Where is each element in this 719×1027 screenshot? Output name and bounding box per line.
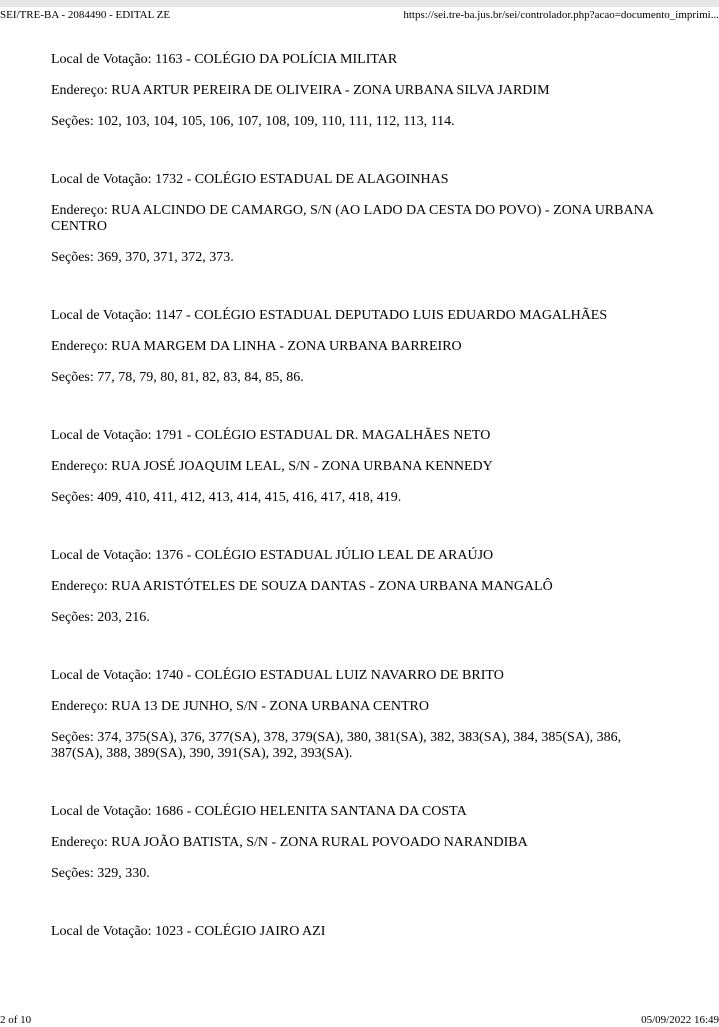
voting-place-entry — [51, 548, 661, 626]
sections-label: Seções: — [51, 250, 98, 265]
local-line — [51, 804, 661, 820]
sections-value: 203, 216. — [97, 610, 150, 625]
sections-value: 409, 410, 411, 412, 413, 414, 415, 416, 417, 418, 419. — [97, 490, 402, 505]
address-line — [51, 699, 661, 715]
sections-label: Seções: — [51, 866, 98, 881]
address-line — [51, 579, 661, 595]
voting-place-entry — [51, 428, 661, 506]
local-line — [51, 668, 661, 684]
voting-place-entry — [51, 668, 661, 762]
sections-label: Seções: — [51, 610, 98, 625]
voting-place-entry — [51, 308, 661, 386]
address-line — [51, 835, 661, 851]
local-label: Local de Votação: — [51, 308, 156, 323]
document-body — [51, 52, 661, 982]
header-url: https://sei.tre-ba.jus.br/sei/controlador.php?acao=documento_imprimi... — [403, 9, 719, 21]
local-label: Local de Votação: — [51, 52, 156, 67]
address-value: RUA ARISTÓTELES DE SOUZA DANTAS - ZONA URBANA MANGALÔ — [111, 579, 553, 594]
local-label: Local de Votação: — [51, 548, 156, 563]
sections-line — [51, 114, 661, 130]
local-line — [51, 52, 661, 68]
sections-label: Seções: — [51, 730, 98, 745]
local-line — [51, 428, 661, 444]
local-value: 1163 - COLÉGIO DA POLÍCIA MILITAR — [155, 52, 398, 67]
address-label: Endereço: — [51, 579, 112, 594]
local-value: 1791 - COLÉGIO ESTADUAL DR. MAGALHÃES NETO — [155, 428, 491, 443]
sections-label: Seções: — [51, 490, 98, 505]
footer-page-number: 2 of 10 — [0, 1014, 32, 1026]
sections-line — [51, 370, 661, 386]
address-line — [51, 459, 661, 475]
local-line — [51, 548, 661, 564]
address-line — [51, 203, 661, 235]
voting-place-entry — [51, 172, 661, 266]
local-value: 1732 - COLÉGIO ESTADUAL DE ALAGOINHAS — [155, 172, 449, 187]
address-label: Endereço: — [51, 83, 112, 98]
local-line — [51, 924, 661, 940]
address-label: Endereço: — [51, 459, 112, 474]
address-line — [51, 83, 661, 99]
sections-line — [51, 490, 661, 506]
local-line — [51, 308, 661, 324]
sections-value: 369, 370, 371, 372, 373. — [97, 250, 234, 265]
sections-value: 102, 103, 104, 105, 106, 107, 108, 109, 110, 111, 112, 113, 114. — [97, 114, 455, 129]
local-label: Local de Votação: — [51, 428, 156, 443]
address-value: RUA 13 DE JUNHO, S/N - ZONA URBANA CENTRO — [111, 699, 429, 714]
voting-place-entry — [51, 52, 661, 130]
sections-line — [51, 866, 661, 882]
sections-label: Seções: — [51, 370, 98, 385]
voting-place-entry — [51, 924, 661, 940]
address-label: Endereço: — [51, 339, 112, 354]
local-value: 1376 - COLÉGIO ESTADUAL JÚLIO LEAL DE ARAÚJO — [155, 548, 494, 563]
local-line — [51, 172, 661, 188]
local-label: Local de Votação: — [51, 804, 156, 819]
sections-label: Seções: — [51, 114, 98, 129]
address-line — [51, 339, 661, 355]
header-document-title: SEI/TRE-BA - 2084490 - EDITAL ZE — [0, 9, 171, 21]
address-value: RUA JOSÉ JOAQUIM LEAL, S/N - ZONA URBANA KENNEDY — [111, 459, 493, 474]
footer-datetime: 05/09/2022 16:49 — [641, 1014, 719, 1026]
address-value: RUA ALCINDO DE CAMARGO, S/N (AO LADO DA CESTA DO POVO) - ZONA URBANA CENTRO — [51, 203, 654, 234]
sections-value: 329, 330. — [97, 866, 150, 881]
address-label: Endereço: — [51, 203, 112, 218]
local-value: 1740 - COLÉGIO ESTADUAL LUIZ NAVARRO DE BRITO — [155, 668, 504, 683]
address-value: RUA ARTUR PEREIRA DE OLIVEIRA - ZONA URBANA SILVA JARDIM — [111, 83, 550, 98]
sections-line — [51, 610, 661, 626]
address-value: RUA MARGEM DA LINHA - ZONA URBANA BARREIRO — [111, 339, 462, 354]
local-label: Local de Votação: — [51, 172, 156, 187]
local-label: Local de Votação: — [51, 668, 156, 683]
voting-place-entry — [51, 804, 661, 882]
sections-line — [51, 250, 661, 266]
top-bar — [0, 0, 719, 7]
address-label: Endereço: — [51, 835, 112, 850]
local-label: Local de Votação: — [51, 924, 156, 939]
local-value: 1686 - COLÉGIO HELENITA SANTANA DA COSTA — [155, 804, 467, 819]
sections-value: 374, 375(SA), 376, 377(SA), 378, 379(SA), 380, 381(SA), 382, 383(SA), 384, 385(SA), 386, 387(SA), 388, 389(SA), 390, 391(SA), 392, 393(SA). — [51, 730, 622, 761]
sections-value: 77, 78, 79, 80, 81, 82, 83, 84, 85, 86. — [97, 370, 304, 385]
address-value: RUA JOÃO BATISTA, S/N - ZONA RURAL POVOADO NARANDIBA — [111, 835, 528, 850]
local-value: 1023 - COLÉGIO JAIRO AZI — [155, 924, 326, 939]
address-label: Endereço: — [51, 699, 112, 714]
sections-line — [51, 730, 661, 762]
local-value: 1147 - COLÉGIO ESTADUAL DEPUTADO LUIS EDUARDO MAGALHÃES — [155, 308, 608, 323]
